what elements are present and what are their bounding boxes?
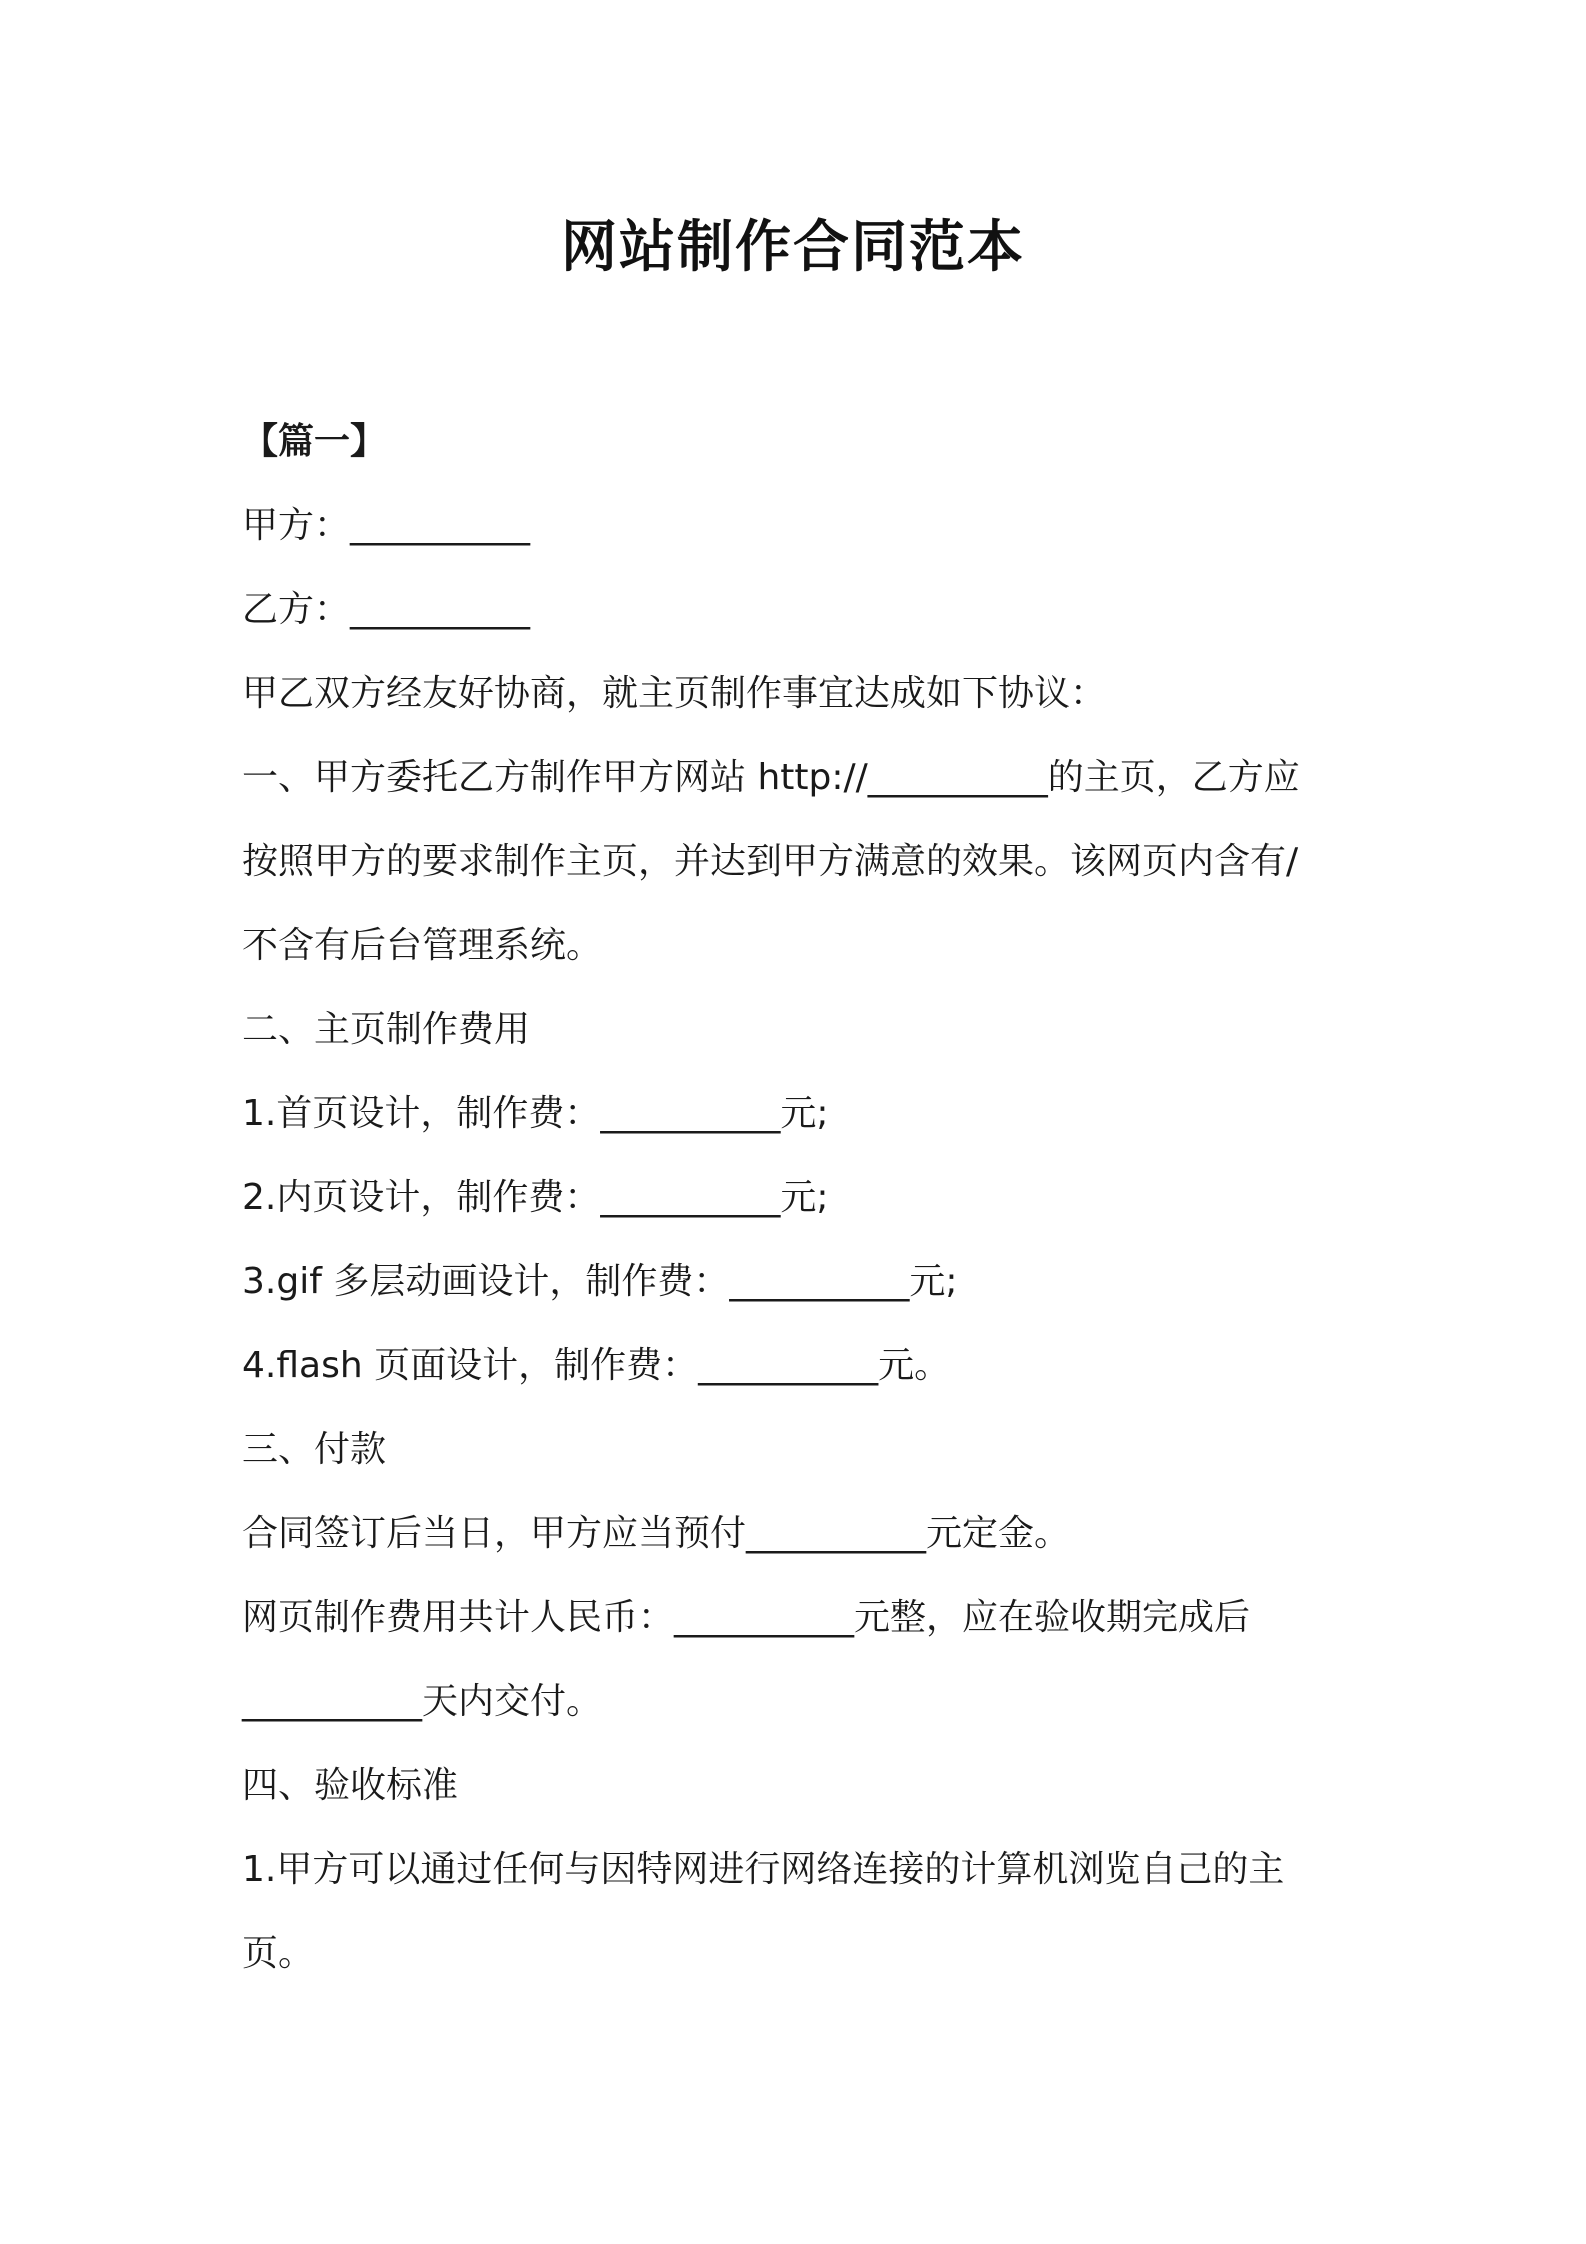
party-a-line: 甲方：__________ [242, 505, 531, 546]
section-label: 【篇一】 [242, 421, 387, 462]
document-body [242, 400, 1362, 1996]
clause-1-line-1: 一、甲方委托乙方制作甲方网站 http://__________的主页，乙方应 [242, 757, 1300, 798]
total-fee-line-1: 网页制作费用共计人民币：__________元整，应在验收期完成后 [242, 1597, 1251, 1638]
total-fee-line-2: __________天内交付。 [242, 1681, 603, 1722]
agreement-intro: 甲乙双方经友好协商，就主页制作事宜达成如下协议： [242, 673, 1107, 714]
acceptance-item-1-line-2: 页。 [242, 1933, 315, 1974]
document-title: 网站制作合同范本 [561, 215, 1025, 280]
clause-1-line-3: 不含有后台管理系统。 [242, 925, 603, 966]
fee-item-1: 1.首页设计，制作费：__________元; [242, 1093, 829, 1134]
clause-1-line-2: 按照甲方的要求制作主页，并达到甲方满意的效果。该网页内含有/ [242, 841, 1299, 882]
acceptance-item-1-line-1: 1.甲方可以通过任何与因特网进行网络连接的计算机浏览自己的主 [242, 1849, 1285, 1890]
fee-item-4: 4.flash 页面设计，制作费：__________元。 [242, 1345, 951, 1386]
fee-item-3: 3.gif 多层动画设计，制作费：__________元; [242, 1261, 958, 1302]
clause-4-heading: 四、验收标准 [242, 1765, 459, 1806]
clause-2-heading: 二、主页制作费用 [242, 1009, 531, 1050]
deposit-line: 合同签订后当日，甲方应当预付__________元定金。 [242, 1513, 1071, 1554]
party-b-line: 乙方：__________ [242, 589, 531, 630]
clause-3-heading: 三、付款 [242, 1429, 387, 1470]
fee-item-2: 2.内页设计，制作费：__________元; [242, 1177, 829, 1218]
